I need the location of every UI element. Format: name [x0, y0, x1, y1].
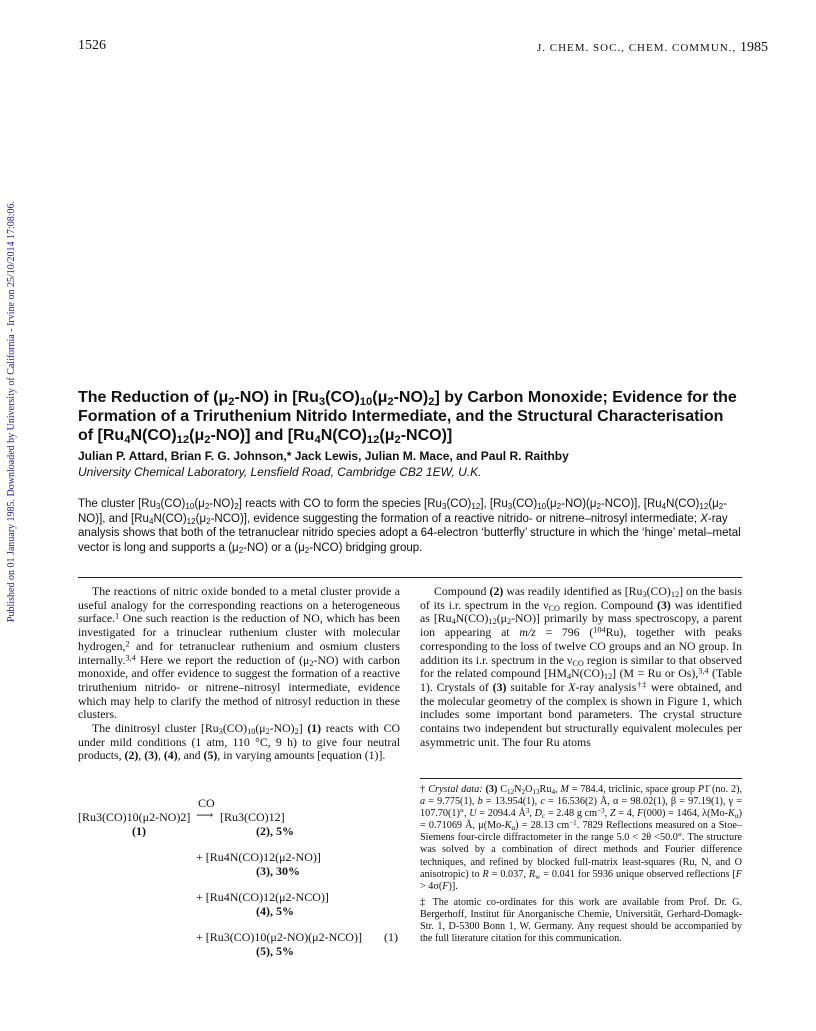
- section-divider: [78, 577, 742, 578]
- reaction-equation: [78, 796, 408, 956]
- abstract: The cluster $[Ru_3(CO)_{10}(\mu_2-NO)_2]$ reacts with CO to form the species $[Ru_3(CO)_{12}]$, $[Ru_3(CO)_{10}(\mu_2-NO)(\mu_2-NCO)]$, $[Ru_4N(CO)_{12}(\mu_2-NO)]$, and $[Ru_4N(CO)_{12}(\mu_2-NCO)]$, evidence suggesting the formation of a reactive nitrido- or nitrene–nitrosyl intermediate; X-ray analysis shows that both of the tetranuclear nitrido species adopt a 64-electron ‘butterfly’ structure in which the ‘hinge’ metal–metal vector is long and supports a $(\mu_2-NO)$ or a $(\mu_2-NCO)$ bridging group.: [78, 498, 741, 555]
- download-watermark: [6, 182, 20, 622]
- eq-product-2: [Ru3(CO)12]: [220, 810, 285, 824]
- journal-name: J. CHEM. SOC., CHEM. COMMUN.,: [537, 42, 737, 54]
- affiliation: University Chemical Laboratory, Lensfield Road, Cambridge CB2 1EW, U.K.: [78, 465, 482, 479]
- article-title: The Reduction of $(\mu_2-NO)$ in $[Ru_3(CO)_{10}(\mu_2-NO)_2]$ by Carbon Monoxide; Evidence for the Formation of a Triruthenium Nitrido Intermediate, and the Structural Characterisation of $[Ru_4N(CO)_{12}(\mu_2-NO)]$ and $[Ru_4N(CO)_{12}(\mu_2-NCO)]$: [78, 389, 737, 446]
- eq-product-3: + [Ru4N(CO)12(μ2-NO)]: [196, 850, 321, 864]
- eq-label-4: (4), 5%: [256, 904, 294, 918]
- page-number: 1526: [78, 38, 106, 53]
- footnote-crystal-data: † Crystal data: (3) $C_{12}N_2O_{13}Ru_4$, M = 784.4, triclinic, space group P1̄ (no. 2), a = 9.775(1), b = 13.954(1), c = 16.536(2) Å, α = 98.02(1), β = 97.19(1), γ = 107.70(1)°, U = 2094.4 $Å^3$, $D_c = 2.48$ g $cm^{-3}$, Z = 4, F(000) = 1464, $\lambda(Mo-K_\alpha) = 0.71069$ Å, $\mu(Mo-K_\alpha) = 28.13$ $cm^{-1}$. 7829 Reflections measured on a Stoe–Siemens four-circle diffractometer in the range 5.0 < 2θ <50.0°. The structure was solved by a combination of direct methods and Fourier difference techniques, and refined by blocked full-matrix least-squares (Ru, N, and O anisotropic) to R = 0.037, $R_w = 0.041$ for 5936 unique observed reflections [F > 4σ(F)].: [420, 784, 743, 892]
- eq-product-4: + [Ru4N(CO)12(μ2-NCO)]: [196, 890, 329, 904]
- eq-label-2: (2), 5%: [256, 824, 294, 838]
- eq-label-5: (5), 5%: [256, 944, 294, 958]
- running-head: [537, 40, 768, 56]
- footnotes: [420, 784, 742, 949]
- eq-reactant: [Ru3(CO)10(μ2-NO)2]: [78, 810, 191, 824]
- paragraph-reaction: The dinitrosyl cluster $[Ru_3(CO)_{10}(\mu_2-NO)_2]$ (1) reacts with CO under mild conditions (1 atm, 110 °C, 9 h) to give four neutral products, (2), (3), (4), and (5), in varying amounts [equation (1)].: [78, 721, 400, 763]
- paragraph-intro: The reactions of nitric oxide bonded to a metal cluster provide a useful analogy for the corresponding reactions on a heterogeneous surface.$^1$ One such reaction is the reduction of NO, which has been investigated for a trinuclear ruthenium cluster with molecular hydrogen,$^2$ and for tetranuclear ruthenium and osmium clusters internally.$^{3,4}$ Here we report the reduction of $(\mu_2-NO)$ with carbon monoxide, and offer evidence to suggest the formation of a reactive triruthenium nitrido- or nitrene–nitrosyl intermediate, evidence which may help to clarify the method of nitrosyl reduction in these clusters.: [78, 584, 400, 722]
- eq-arrow: ⟶: [196, 808, 214, 822]
- download-note[interactable]: Published on 01 January 1985. Downloaded by University of California - Irvine on 25/10/2014 17:08:06.: [6, 200, 17, 622]
- eq-number: (1): [384, 930, 398, 944]
- paragraph-identification: Compound (2) was readily identified as $[Ru_3(CO)_{12}]$ on the basis of its i.r. spectrum in the $\nu_{CO}$ region. Compound (3) was identified as $[Ru_4N(CO)_{12}(\mu_2-NO)]$ primarily by mass spectroscopy, a parent ion appearing at m/z = 796 ($^{104}$Ru), together with peaks corresponding to the loss of twelve CO groups and an NO group. In addition its i.r. spectrum in the $\nu_{CO}$ region is similar to that observed for the related compound $[HM_4N(CO)_{12}] (M = Ru$ or Os),$^{3,4}$ (Table 1). Crystals of (3) suitable for X-ray analysis†‡ were obtained, and the molecular geometry of the complex is shown in Figure 1, which includes some important bond parameters. The crystal structure contains two independent but structurally equivalent molecules per asymmetric unit. The four Ru atoms: [420, 584, 743, 749]
- body-left-column: [78, 585, 400, 763]
- eq-product-5: + [Ru3(CO)10(μ2-NO)(μ2-NCO)]: [196, 930, 362, 944]
- eq-label-3: (3), 30%: [256, 864, 300, 878]
- eq-label-1: (1): [132, 824, 146, 838]
- journal-year: 1985: [739, 40, 768, 55]
- body-right-column: [420, 585, 742, 749]
- footnote-divider: [420, 778, 742, 779]
- author-list: Julian P. Attard, Brian F. G. Johnson,* Jack Lewis, Julian M. Mace, and Paul R. Raithby: [78, 449, 569, 463]
- eq-reagent-co: CO: [198, 796, 215, 810]
- footnote-coordinates: ‡ The atomic co-ordinates for this work are available from Prof. Dr. G. Bergerhoff, Institut für Anorganische Chemie, Universität, Gerhard-Domagk-Str. 1, D-5300 Bonn 1, W. Germany. Any request should be accompanied by the full literature citation for this communication.: [420, 896, 742, 945]
